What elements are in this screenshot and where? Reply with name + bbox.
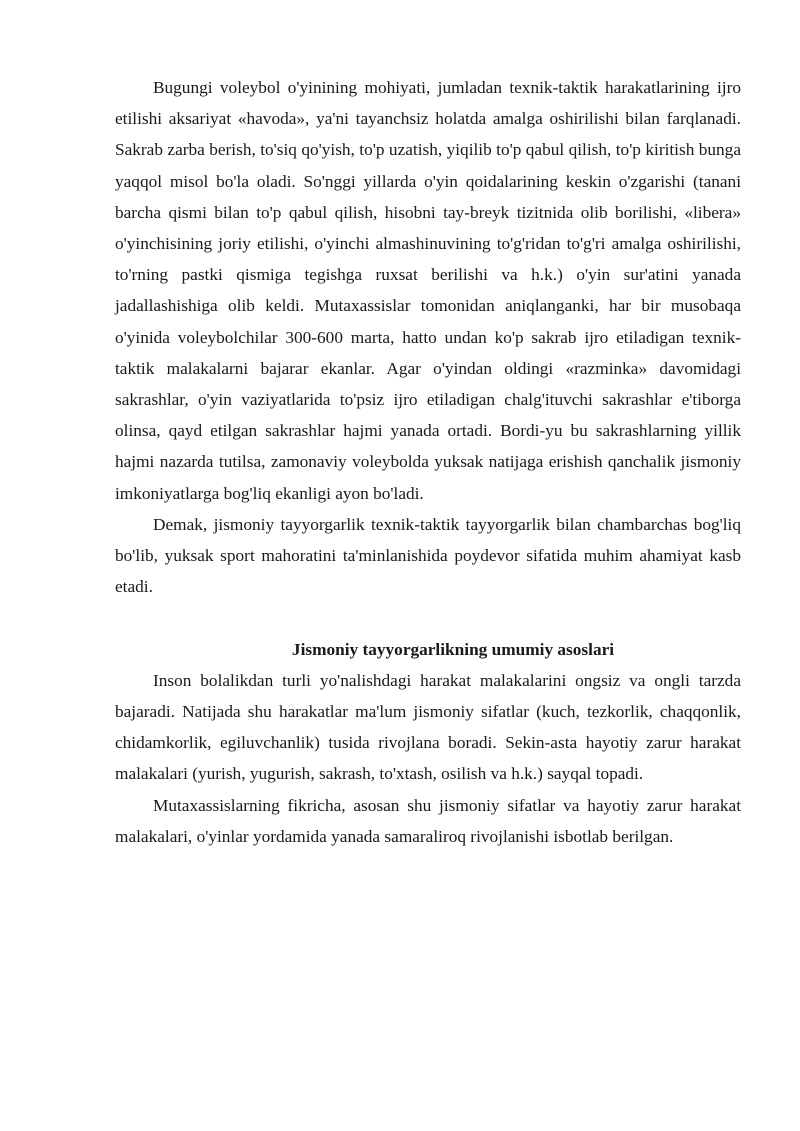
paragraph-volleyball-nature: Bugungi voleybol o'yinining mohiyati, jumladan texnik-taktik harakatlarining ijro etilishi aksariyat «havoda», ya'ni tayanchsiz holatda amalga oshirilishi bilan farqlanadi. Sakrab zarba berish, to'siq qo'yish, to'p uzatish, yiqilib to'p qabul qilish, to'p kiritish bunga yaqqol misol bo'la oladi. So'nggi yillarda o'yin qoidalarining keskin o'zgarishi (tanani barcha qismi bilan to'p qabul qilish, hisobni tay-breyk tizitnida olib borilishi, «libera» o'yinchisining joriy etilishi, o'yinchi almashinuvining to'g'ridan to'g'ri amalga oshirilishi, to'rning pastki qismiga tegishga ruxsat berilishi va h.k.) o'yin sur'atini yanada jadallashishiga olib keldi. Mutaxassislar tomonidan aniqlanganki, har bir musobaqa o'yinida voleybolchilar 300-600 marta, hatto undan ko'p sakrab ijro etiladigan texnik-taktik malakalarni bajarar ekanlar. Agar o'yindan oldingi «razminka» davomidagi sakrashlar, o'yin vaziyatlarida to'psiz ijro etiladigan chalg'ituvchi sakrashlar e'tiborga olinsa, qayd etilgan sakrashlar hajmi yanada ortadi. Bordi-yu bu sakrashlarning yillik hajmi nazarda tutilsa, zamonaviy voleybolda yuksak natijaga erishish qanchalik jismoniy imkoniyatlarga bog'liq ekanligi ayon bo'ladi. <box>115 78 741 503</box>
paragraph-childhood-skills: Inson bolalikdan turli yo'nalishdagi harakat malakalarini ongsiz va ongli tarzda bajaradi. Natijada shu harakatlar ma'lum jismoniy sifatlar (kuch, tezkorlik, chaqqonlik, chidamkorlik, egiluvchanlik) tusida rivojlana boradi. Sekin-asta hayotiy zarur harakat malakalari (yurish, yugurish, sakrash, to'xtash, osilish va h.k.) sayqal topadi. <box>115 670 741 784</box>
document-page <box>115 72 741 852</box>
blank-line <box>115 602 741 633</box>
section-heading: Jismoniy tayyorgarlikning umumiy asoslari <box>291 639 615 659</box>
paragraph-experts-opinion: Mutaxassislarning fikricha, asosan shu jismoniy sifatlar va hayotiy zarur harakat malakalari, o'yinlar yordamida yanada samaraliroq rivojlanishi isbotlab berilgan. <box>115 795 741 846</box>
paragraph-physical-preparation-summary: Demak, jismoniy tayyorgarlik texnik-taktik tayyorgarlik bilan chambarchas bog'liq bo'lib, yuksak sport mahoratini ta'minlanishida poydevor sifatida muhim ahamiyat kasb etadi. <box>115 514 741 597</box>
